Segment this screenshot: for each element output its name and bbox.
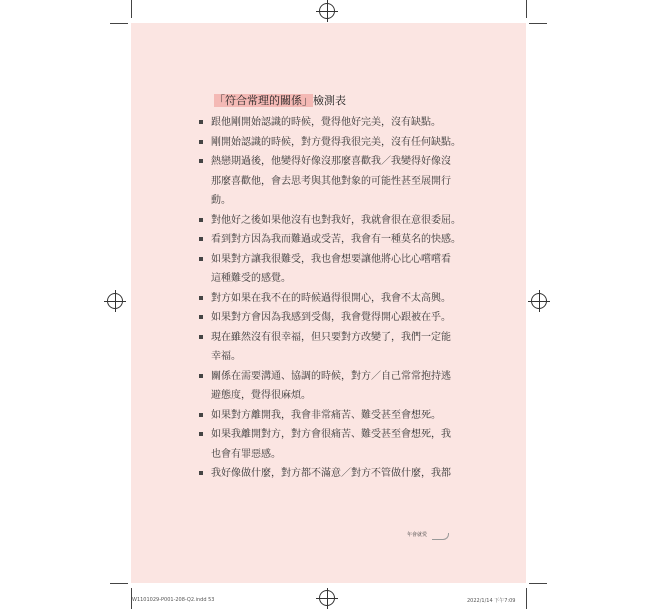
- trim-line: [526, 0, 527, 18]
- trim-line: [529, 23, 547, 24]
- checklist-item-line: 動。: [211, 195, 231, 206]
- checklist-item: [198, 367, 473, 406]
- checklist-item: [198, 425, 473, 464]
- checklist-title-highlight: 「符合常理的關係」: [214, 94, 313, 107]
- checklist-item: [198, 230, 473, 250]
- trim-line: [110, 583, 128, 584]
- trim-line: [110, 23, 128, 24]
- checklist-item-line: 對方如果在我不在的時候過得很開心，我會不太高興。: [211, 292, 451, 304]
- checklist-item: [198, 328, 473, 367]
- running-title: 年會就愛: [407, 532, 428, 538]
- checklist-item-line: 看到對方因為我而難過或受苦，我會有一種莫名的快感。: [211, 234, 461, 245]
- print-timestamp: 2022/1/14 下午7:09: [467, 598, 516, 604]
- checklist-item: [198, 308, 473, 328]
- checklist-item: [198, 211, 473, 231]
- checklist-item-line: 幸福。: [211, 351, 241, 362]
- checklist-item-line: 如果對方離開我，我會非常痛苦、難受甚至會想死。: [211, 409, 441, 421]
- checklist-item-line: 也會有罪惡感。: [211, 448, 281, 460]
- checklist-item: [198, 464, 473, 484]
- checklist-item-line: 剛開始認識的時候，對方覺得我很完美，沒有任何缺點。: [211, 136, 461, 148]
- checklist-title: [214, 94, 346, 108]
- checklist-item-line: 這種難受的感覺。: [211, 273, 291, 284]
- checklist-item-line: 如果我離開對方，對方會很痛苦、難受甚至會想死，我: [211, 429, 451, 440]
- checklist-item-line: 關係在需要溝通、協調的時候，對方／自己常常抱持逃: [211, 370, 451, 382]
- checklist-title-suffix: 檢測表: [313, 94, 346, 107]
- checklist-item: [198, 133, 473, 153]
- checklist-item: [198, 406, 473, 426]
- trim-line: [526, 588, 527, 609]
- checklist-item-line: 現在雖然沒有很幸福，但只要對方改變了，我們一定能: [211, 331, 451, 343]
- checklist-item-line: 對他好之後如果他沒有也對我好，我就會很在意很委屈。: [211, 214, 461, 226]
- checklist-item-line: 避態度，覺得很麻煩。: [211, 390, 311, 401]
- checklist-item-line: 跟他剛開始認識的時候，覺得他好完美，沒有缺點。: [211, 117, 441, 128]
- checklist-item: [198, 113, 473, 133]
- checklist-item-line: 如果對方讓我很難受，我也會想要讓他將心比心嚐嚐看: [211, 253, 451, 265]
- trim-line: [131, 0, 132, 18]
- checklist-item: [198, 289, 473, 309]
- checklist: [198, 113, 473, 484]
- checklist-item-line: 熱戀期過後，他變得好像沒那麼喜歡我／我變得好像沒: [211, 156, 451, 167]
- checklist-item: [198, 152, 473, 211]
- checklist-item: [198, 250, 473, 289]
- checklist-item-line: 我好像做什麼，對方都不滿意／對方不管做什麼，我都: [211, 468, 451, 479]
- checklist-item-line: 如果對方會因為我感到受傷，我會覺得開心跟被在乎。: [211, 312, 451, 323]
- checklist-item-line: 那麼喜歡他，會去思考與其他對象的可能性甚至展開行: [211, 175, 451, 187]
- trim-line: [529, 583, 547, 584]
- print-file-label: W1101029-P001-208-Q2.indd 53: [132, 597, 215, 603]
